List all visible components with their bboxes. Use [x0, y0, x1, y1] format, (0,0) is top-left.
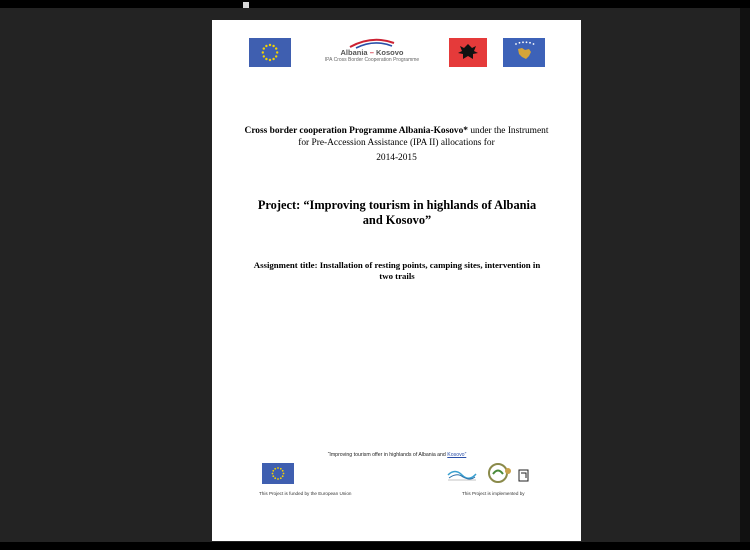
programme-logo [320, 37, 424, 69]
viewer-right-edge [740, 8, 750, 542]
implemented-by-text: This Project is implemented by [462, 491, 525, 496]
programme-years: 2014-2015 [376, 153, 417, 163]
eu-flag-icon [262, 463, 294, 484]
logo-title: Albania – Kosovo [340, 48, 404, 57]
albania-flag-icon [449, 38, 487, 67]
programme-heading: Cross border cooperation Programme Albania-Kosovo* under the Instrument for Pre-Accession Assistance (IPA II) allocations for [244, 126, 549, 148]
document-page [212, 20, 581, 541]
funded-by-text: This Project is funded by the European Union [259, 491, 352, 496]
eu-flag-icon [249, 38, 291, 67]
footer-quote: “Improving tourism offer in highlands of Albania and Kosovo” [327, 452, 467, 458]
partner-logo-icon [487, 462, 513, 484]
project-title: Project: “Improving tourism in highlands of Albania and Kosovo” [257, 198, 537, 227]
kosovo-flag-icon [503, 38, 545, 67]
viewer-top-bar [0, 0, 750, 8]
scroll-marker[interactable] [243, 2, 249, 8]
partner-logo-icon [518, 467, 530, 483]
viewer-bottom-bar [0, 542, 750, 550]
footer-quote-link[interactable]: Kosovo” [447, 452, 467, 458]
assignment-title: Assignment title: Installation of resting points, camping sites, intervention in two trails [253, 260, 541, 281]
logo-subtitle: IPA Cross Border Cooperation Programme [324, 57, 420, 63]
partner-logo-icon [445, 466, 479, 482]
